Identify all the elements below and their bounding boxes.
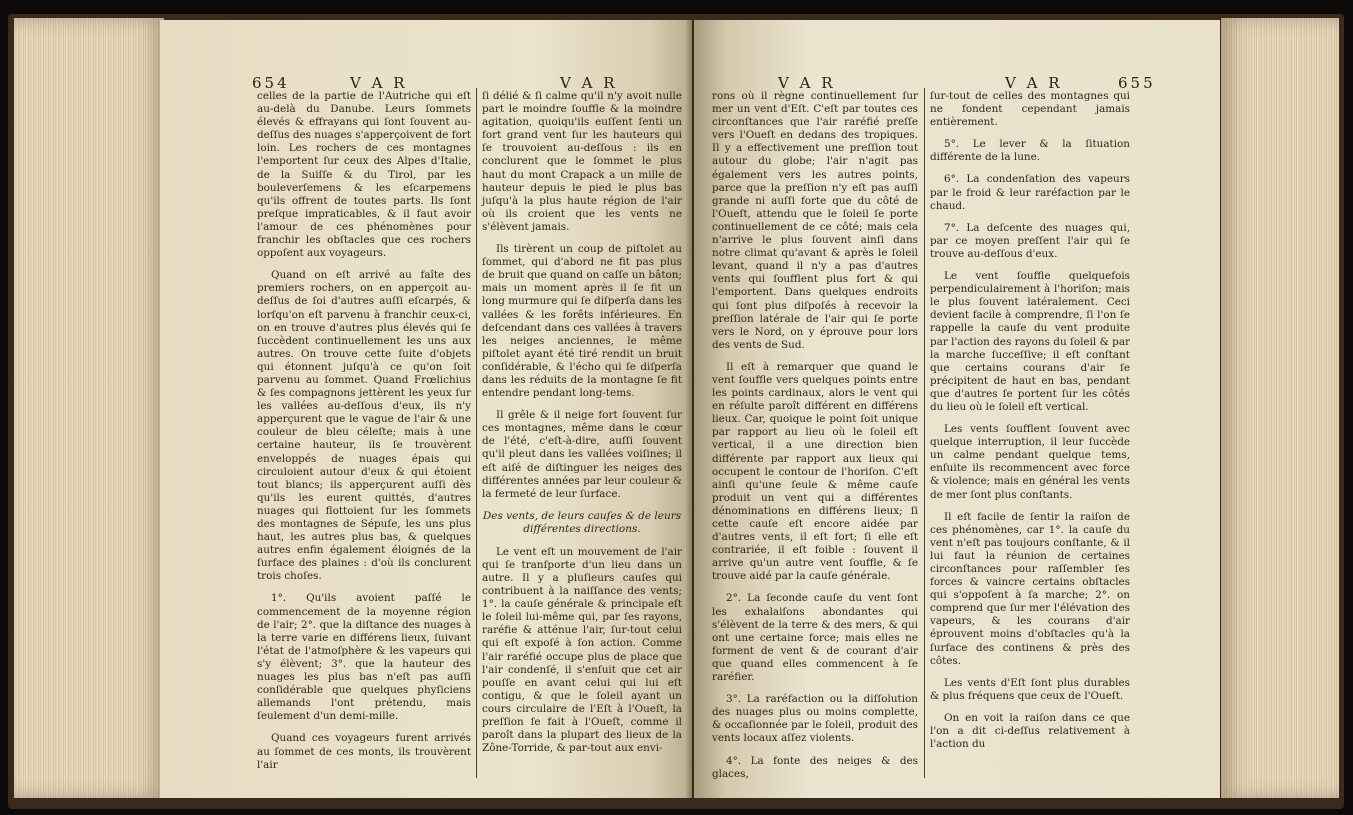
running-head-right-col1: V A R bbox=[778, 74, 836, 92]
paragraph: rons où il règne continuellement ſur mer un vent d'Eſt. C'eſt par toutes ces circonſtances que l'air raréfié preſſe vers l'Oueſt en dedans des tropiques. Il y a effectivement une preſſion tout autour du globe; l'air n'agit pas également vers les autres points, parce que la preſſion n'y eſt pas auſſi grande ni auſſi forte que du côté de l'Oueſt, attendu que le ſoleil ſe porte continuellement de ce côté; mais cela n'arrive le plus ſouvent ainſi dans notre climat qu'avant & après le ſoleil levant, quand il n'y a pas d'autres vents qui ſoufflent plus fort & qui l'emportent. Dans quelques endroits qui ſont plus diſpoſés à recevoir la preſſion latérale de l'air qui ſe porte vers le Nord, on y éprouve pour lors des vents de Sud. bbox=[712, 90, 918, 351]
paragraph: ſi délié & ſi calme qu'il n'y avoit nulle part le moindre ſouffle & la moindre agitation, quoiqu'ils euſſent ſenti un fort grand vent ſur les hauteurs qui ſe trouvoient au-deſſous : ils en conclurent que le ſommet le plus haut du mont Crapack a un mille de hauteur depuis le pied le plus bas juſqu'à la plus haute région de l'air où ils croient que les vents ne s'élèvent jamais. bbox=[482, 90, 682, 233]
section-title: Des vents, de leurs cauſes & de leurs différentes directions. bbox=[482, 509, 682, 535]
column-rule-left bbox=[476, 88, 477, 778]
paragraph: 5°. Le lever & la ſituation différente de la lune. bbox=[930, 138, 1130, 164]
page-edges-left bbox=[14, 18, 164, 798]
left-col2-text-b bbox=[482, 546, 682, 756]
paragraph: 6°. La condenſation des vapeurs par le froid & leur raréfaction par le chaud. bbox=[930, 173, 1130, 212]
right-page-column-1 bbox=[712, 90, 918, 790]
paragraph: Quand on eſt arrivé au faîte des premiers rochers, on en apperçoit au-deſſus de ſoi d'autres auſſi eſcarpés, & lorſqu'on eſt parvenu à franchir ceux-ci, on en trouve d'autres plus élevés qui ſe ſuccèdent continuellement les uns aux autres. On trouve cette ſuite d'objets qui étonnent juſqu'à ce qu'on ſoit parvenu au ſommet. Quand Frœlichius & ſes compagnons jettèrent les yeux ſur les vallées au-deſſous d'eux, ils n'y apperçurent que le vague de l'air & une couleur de bleu céleſte; mais à une certaine hauteur, ils ſe trouvèrent enveloppés de nuages épais qui circuloient autour d'eux & qui étoient tout blancs; ils apperçurent auſſi dès qu'ils les eurent quittés, d'autres nuages qui flottoient ſur les ſommets des montagnes de Sépuſe, les uns plus haut, les autres plus bas, & quelques autres enfin également éloignés de la ſurface des plaines : d'où ils conclurent trois choſes. bbox=[257, 269, 471, 583]
paragraph: celles de la partie de l'Autriche qui eſt au-delà du Danube. Leurs ſommets élevés & effrayans qui ſont ſouvent au-deſſus des nuages s'apperçoivent de fort loin. Les rochers de ces montagnes l'emportent ſur ceux des Alpes d'Italie, de la Suiſſe & du Tirol, par les bouleverſemens & les eſcarpemens qu'ils offrent de toutes parts. Ils ſont preſque impraticables, & il faut avoir l'amour de ces phénomènes pour franchir les obſtacles que ces rochers oppoſent aux voyageurs. bbox=[257, 90, 472, 260]
paragraph: Il eſt à remarquer que quand le vent ſouffle vers quelques points entre les points cardinaux, alors le vent qui en réſulte paroît différent en différens lieux. Car, quoique le point ſoit unique par rapport au lieu où le ſoleil eſt vertical, il a une direction bien différente par rapport aux lieux qui occupent le contour de l'horiſon. C'eſt ainſi qu'une ſeule & même cauſe produit un vent qui a différentes dénominations en différens lieux; ſi cette cauſe eſt encore aidée par d'autres vents, il eſt fort; ſi elle eſt contrariée, il eſt foible : ſouvent il arrive qu'un autre vent ſouffle, & ſe trouve aidé par la cauſe générale. bbox=[712, 360, 918, 583]
paragraph: ſur-tout de celles des montagnes qui ne fondent cependant jamais entièrement. bbox=[930, 90, 1130, 129]
paragraph: Quand ces voyageurs furent arrivés au ſommet de ces monts, ils trouvèrent l'air bbox=[257, 732, 471, 771]
paragraph: Les vents d'Eſt ſont plus durables & plus fréquens que ceux de l'Oueſt. bbox=[930, 676, 1130, 702]
running-head-right-col2: V A R bbox=[1005, 74, 1063, 92]
page-number-right: 655 bbox=[1118, 74, 1156, 92]
paragraph: Le vent eſt un mouvement de l'air qui ſe tranſporte d'un lieu dans un autre. Il y a pluſieurs cauſes qui contribuent à la naiſſance des vents; 1°. la cauſe générale & principale eſt le ſoleil lui-même qui, par ſes rayons, raréfie & atténue l'air, ſur-tout celui qui eſt expoſé à ſon action. Comme l'air raréfié occupe plus de place que l'air condenſé, il s'enſuit que cet air pouſſe en avant celui qui lui eſt contigu, & que le ſoleil ayant un cours circulaire de l'Eſt à l'Oueſt, la preſſion ſe fait à l'Oueſt, comme il paroît dans la plupart des lieux de la Zône-Torride, & par-tout aux envi- bbox=[482, 545, 682, 755]
column-rule-right bbox=[924, 88, 925, 778]
paragraph: 7°. La deſcente des nuages qui, par ce moyen preſſent l'air qui ſe trouve au-deſſous d'eux. bbox=[930, 221, 1130, 260]
paragraph: 2°. La ſeconde cauſe du vent ſont les exhalaiſons abondantes qui s'élèvent de la terre & des mers, & qui ont une certaine force; mais elles ne forment de vent & de courant d'air que quand elles commencent à ſe raréfier. bbox=[712, 592, 918, 684]
paragraph: 1°. Qu'ils avoient paſſé le commencement de la moyenne région de l'air; 2°. que la diſtance des nuages à la terre varie en différens lieux, ſuivant l'état de l'atmoſphère & les vapeurs qui s'y élèvent; 3°. que la hauteur des nuages les plus bas n'eſt pas auſſi conſidérable que quelques phyſiciens allemands l'ont prétendu, mais ſeulement d'un demi-mille. bbox=[257, 592, 471, 723]
paragraph: Il grêle & il neige fort ſouvent ſur ces montagnes, même dans le cœur de l'été, c'eſt-à-dire, auſſi ſouvent qu'il pleut dans les vallées voiſines; il eſt aiſé de diſtinguer les neiges des différentes années par leur couleur & la fermeté de leur ſurface. bbox=[482, 409, 682, 500]
running-head-left-col1: V A R bbox=[350, 74, 408, 92]
page-number-left: 654 bbox=[252, 74, 290, 92]
right-page-column-2 bbox=[930, 90, 1130, 760]
paragraph: Ils tirèrent un coup de piſtolet au ſommet, qui d'abord ne fit pas plus de bruit que quand on caſſe un bâton; mais un moment après il ſe fit un long murmure qui ſe diſperſa dans les vallées & les forêts inférieures. En deſcendant dans ces vallées à travers les neiges anciennes, le même piſtolet ayant été tiré rendit un bruit conſidérable, & l'écho qui ſe diſperſa dans les réduits de la montagne ſe fit entendre pendant long-tems. bbox=[482, 243, 682, 400]
paragraph: Il eſt facile de ſentir la raiſon de ces phénomènes, car 1°. la cauſe du vent n'eſt pas toujours conſtante, & il lui faut la réunion de certaines circonſtances pour raſſembler ſes forces & vaincre certains obſtacles qui s'oppoſent à ſa marche; 2°. on comprend que ſur mer l'élévation des vapeurs, & les courans d'air éprouvent moins d'obſtacles qu'à la ſurface des continens & près des côtes. bbox=[930, 510, 1130, 667]
left-col2-text-a bbox=[482, 90, 682, 501]
page-edges-right bbox=[1221, 18, 1339, 798]
left-page-column-2 bbox=[482, 90, 682, 764]
paragraph: 3°. La raréfaction ou la diſſolution des nuages plus ou moins complette, & occaſionnée par le ſoleil, produit des vents locaux aſſez violents. bbox=[712, 693, 918, 745]
paragraph: On en voit la raiſon dans ce que l'on a dit ci-deſſus relativement à l'action du bbox=[930, 711, 1130, 751]
paragraph: Le vent ſouffle quelquefois perpendiculairement à l'horiſon; mais le plus ſouvent latéralement. Ceci devient facile à comprendre, ſi l'on ſe rappelle la cauſe du vent produite par l'action des rayons du ſoleil & par la marche ſucceſſive; il eſt conſtant que certains courans d'air ſe précipitent de haut en bas, pendant que d'autres ſe portent ſur les côtés du lieu où le ſoleil eſt vertical. bbox=[930, 270, 1130, 413]
left-page-column-1 bbox=[257, 90, 471, 781]
paragraph: 4°. La fonte des neiges & des glaces, bbox=[712, 754, 918, 780]
paragraph: Les vents ſoufflent ſouvent avec quelque interruption, il leur ſuccède un calme pendant quelque tems, enſuite ils recommencent avec force & violence; mais en général les vents de mer ſont plus conſtants. bbox=[930, 423, 1130, 501]
running-head-left-col2: V A R bbox=[560, 74, 618, 92]
